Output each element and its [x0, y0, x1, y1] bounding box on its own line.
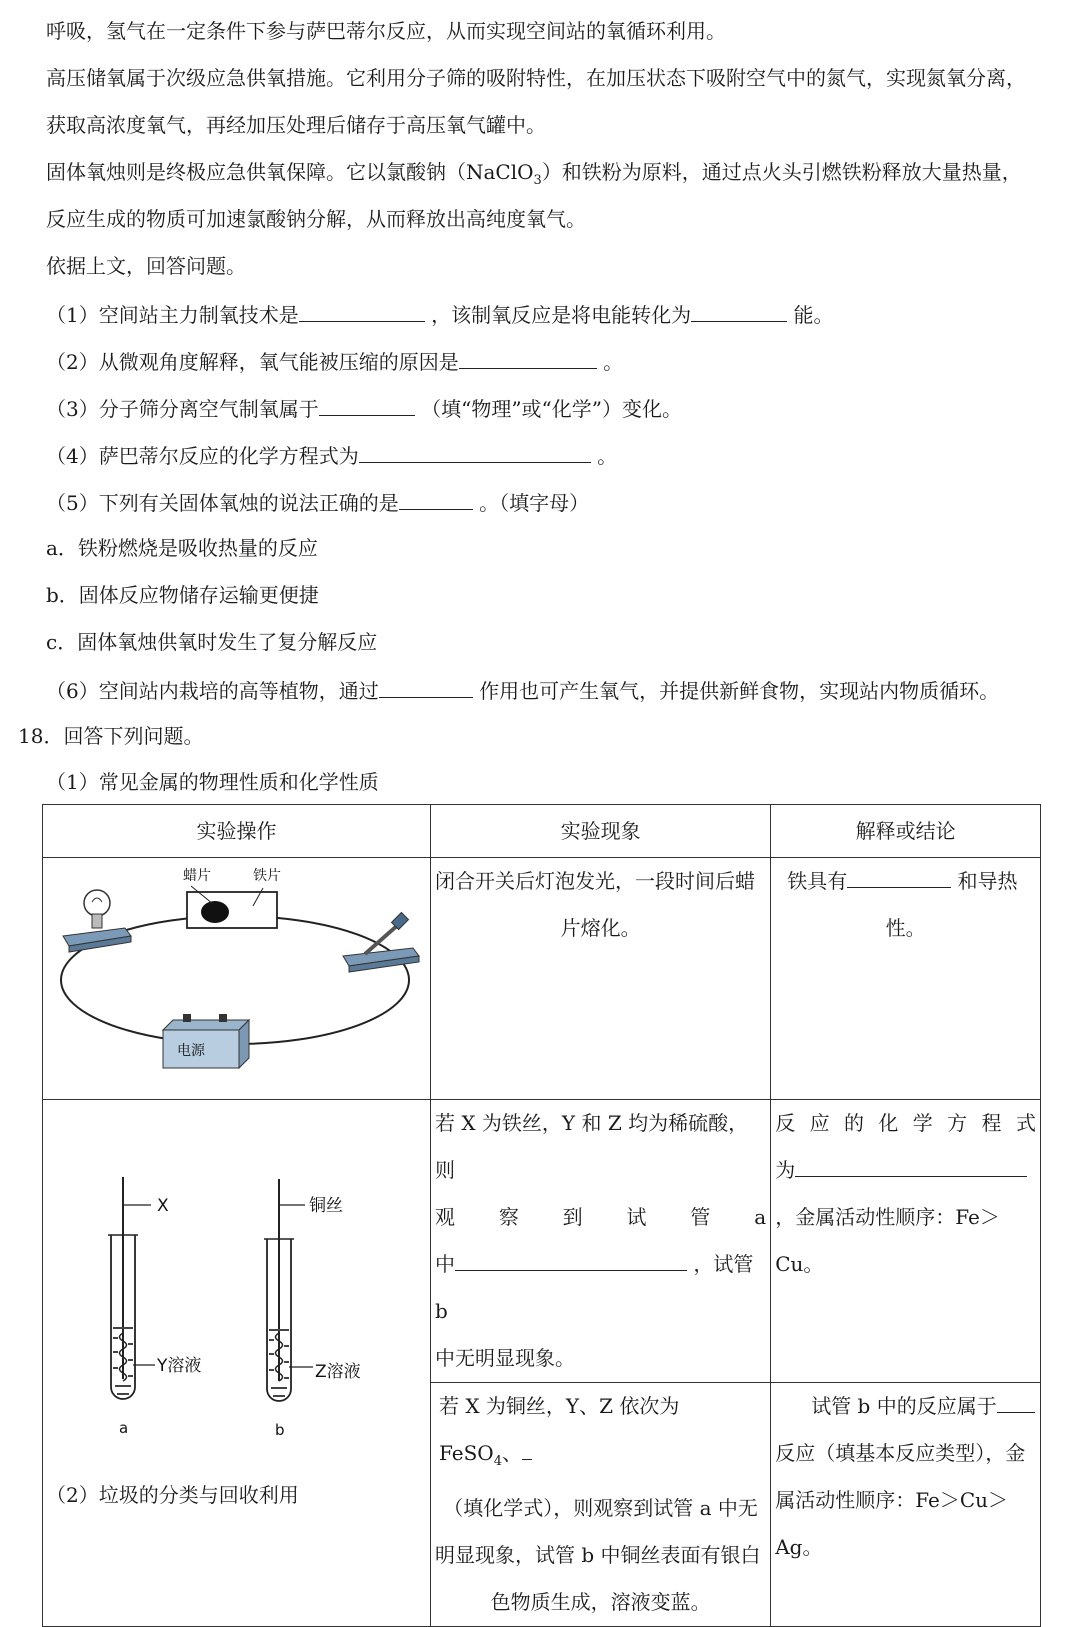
question-text: 。 [597, 444, 618, 468]
question-text: （填“物理”或“化学”）变化。 [421, 397, 682, 421]
question-text: 。（填字母） [479, 491, 590, 515]
question-5 [46, 487, 589, 517]
label-y-solution: Y溶液 [157, 1355, 202, 1376]
answer-blank-5[interactable] [399, 487, 473, 510]
cell-text: 性。 [885, 916, 926, 940]
label-z-solution: Z溶液 [315, 1361, 361, 1382]
word: 式 [1015, 1111, 1036, 1135]
cell-text: （填化学式），则观察到试管 a 中无 [443, 1496, 758, 1520]
answer-blank-tube-a[interactable] [455, 1248, 687, 1271]
cell-text: ，试管 b [434, 1252, 754, 1323]
cell-text: 和导热 [957, 869, 1018, 893]
answer-blank-1a[interactable] [299, 299, 425, 322]
answer-blank-equation[interactable] [795, 1154, 1027, 1177]
passage-text: ）和铁粉为原料，通过点火头引燃铁粉释放大量热量， [541, 160, 1022, 184]
cell-text: 闭合开关后灯泡发光，一段时间后蜡 [434, 869, 755, 893]
power-label: 电源 [177, 1043, 205, 1059]
passage-line-3: 获取高浓度氧气，再经加压处理后储存于高压氧气罐中。 [46, 113, 546, 137]
word: 方 [947, 1111, 968, 1135]
iron-label: 铁片 [253, 868, 281, 884]
question-text: （1）空间站主力制氧技术是 [46, 303, 299, 327]
question-text: 作用也可产生氧气，并提供新鲜食物，实现站内物质循环。 [479, 679, 1000, 703]
conclusion-cell [771, 858, 1041, 1100]
phenomenon-cell [430, 1100, 770, 1383]
cell-text: 属活动性顺序：Fe＞Cu＞Ag。 [775, 1488, 1009, 1559]
question-4 [46, 440, 617, 470]
circuit-diagram-cell [43, 858, 431, 1100]
cell-text: 铁具有 [787, 869, 848, 893]
conclusion-cell [771, 1100, 1041, 1383]
question-3 [46, 393, 682, 423]
passage-line-2: 高压储氧属于次级应急供氧措施。它利用分子筛的吸附特性，在加压状态下吸附空气中的氮气，实现氮氧分离， [46, 66, 1026, 90]
phenomenon-line [435, 1241, 766, 1335]
word: 应 [809, 1111, 830, 1135]
question-text: 能。 [793, 303, 834, 327]
word: 到 [562, 1205, 583, 1229]
label-x: X [157, 1195, 169, 1216]
table-header-cell: 解释或结论 [771, 805, 1041, 858]
cell-text: 中 [434, 1252, 455, 1276]
label-b: b [275, 1420, 285, 1439]
word: 试 [626, 1205, 647, 1229]
passage-line-5: 反应生成的物质可加速氯酸钠分解，从而释放出高纯度氧气。 [46, 207, 586, 231]
word: a [754, 1205, 767, 1229]
question-1 [46, 299, 833, 329]
wax-piece [201, 901, 229, 923]
answer-blank-reaction-type[interactable] [997, 1390, 1035, 1413]
conclusion-line [775, 1383, 1036, 1430]
option-c: c．固体氧烛供氧时发生了复分解反应 [46, 630, 378, 654]
option-a: a．铁粉燃烧是吸收热量的反应 [46, 536, 318, 560]
word: 的 [843, 1111, 864, 1135]
question-18-title: 18．回答下列问题。 [18, 724, 204, 748]
cell-text: 反应（填基本反应类型），金 [775, 1441, 1026, 1465]
table-header-row [43, 805, 1041, 858]
question-18-sub-1: （1）常见金属的物理性质和化学性质 [46, 770, 379, 794]
question-text: （6）空间站内栽培的高等植物，通过 [46, 679, 379, 703]
spread-line [435, 1194, 766, 1241]
conclusion-line [775, 1147, 1036, 1194]
table-header-cell: 实验现象 [430, 805, 770, 858]
question-text: （2）从微观角度解释，氧气能被压缩的原因是 [46, 350, 459, 374]
cell-text: ，金属活动性顺序：Fe＞Cu。 [775, 1205, 1000, 1276]
answer-blank-6[interactable] [379, 675, 473, 698]
cell-text: 若 X 为铁丝，Y 和 Z 均为稀硫酸，则 [434, 1111, 749, 1182]
question-2 [46, 346, 623, 376]
table-header-cell: 实验操作 [43, 805, 431, 858]
question-text: （5）下列有关固体氧烛的说法正确的是 [46, 491, 399, 515]
table-row [43, 858, 1041, 1100]
passage-line-6: 依据上文，回答问题。 [46, 254, 246, 278]
table-row [43, 1100, 1041, 1383]
circuit-diagram [43, 858, 429, 1082]
test-tube-diagram-cell [43, 1100, 431, 1627]
conclusion-line [775, 858, 1036, 905]
question-text: （4）萨巴蒂尔反应的化学方程式为 [46, 444, 359, 468]
phenomenon-cell [430, 858, 770, 1100]
spread-line [775, 1100, 1036, 1147]
cell-text: 中无明显现象。 [434, 1346, 575, 1370]
power-source [163, 1020, 249, 1030]
answer-blank-1b[interactable] [691, 299, 787, 322]
passage-line-4 [46, 158, 1022, 195]
cell-text: 、 [501, 1441, 522, 1465]
wax-label: 蜡片 [183, 868, 211, 884]
word: 察 [498, 1205, 519, 1229]
cell-text: 色物质生成，溶液变蓝。 [490, 1590, 711, 1614]
phenomenon-cell [430, 1383, 770, 1627]
cell-text: 明显现象，试管 b 中铜丝表面有银白 [434, 1543, 761, 1567]
subscript: 4 [493, 1454, 502, 1469]
cell-text: 片熔化。 [560, 916, 641, 940]
cell-text: 试管 b 中的反应属于 [811, 1394, 997, 1418]
cell-text: 为 [775, 1158, 796, 1182]
phenomenon-line [435, 1383, 766, 1485]
answer-blank-conductivity[interactable] [847, 865, 951, 888]
question-text: 。 [603, 350, 624, 374]
cell-text: 若 X 为铜丝，Y、Z 依次为 FeSO [438, 1394, 680, 1465]
passage-line-1: 呼吸，氢气在一定条件下参与萨巴蒂尔反应，从而实现空间站的氧循环利用。 [46, 19, 726, 43]
conclusion-cell [771, 1383, 1041, 1627]
answer-blank-z-formula[interactable] [522, 1437, 532, 1460]
label-a: a [119, 1418, 129, 1437]
word: 反 [775, 1111, 796, 1135]
word: 学 [912, 1111, 933, 1135]
passage-text: 固体氧烛则是终极应急供氧保障。它以氯酸钠（NaClO [46, 160, 534, 184]
subscript: 3 [533, 173, 542, 188]
word: 化 [878, 1111, 899, 1135]
question-18-sub-2: （2）垃圾的分类与回收利用 [46, 1483, 299, 1507]
answer-blank-3[interactable] [319, 393, 415, 416]
answer-blank-4[interactable] [359, 440, 591, 463]
word: 管 [690, 1205, 711, 1229]
label-copper-wire: 铜丝 [309, 1195, 343, 1216]
bulb-icon [84, 890, 110, 916]
question-6 [46, 675, 999, 705]
question-text: （3）分子筛分离空气制氧属于 [46, 397, 319, 421]
word: 程 [981, 1111, 1002, 1135]
option-b: b．固体反应物储存运输更便捷 [46, 583, 319, 607]
word: 观 [434, 1205, 455, 1229]
question-text: ，该制氧反应是将电能转化为 [431, 303, 692, 327]
iron-strip [187, 892, 277, 928]
answer-blank-2[interactable] [459, 346, 597, 369]
